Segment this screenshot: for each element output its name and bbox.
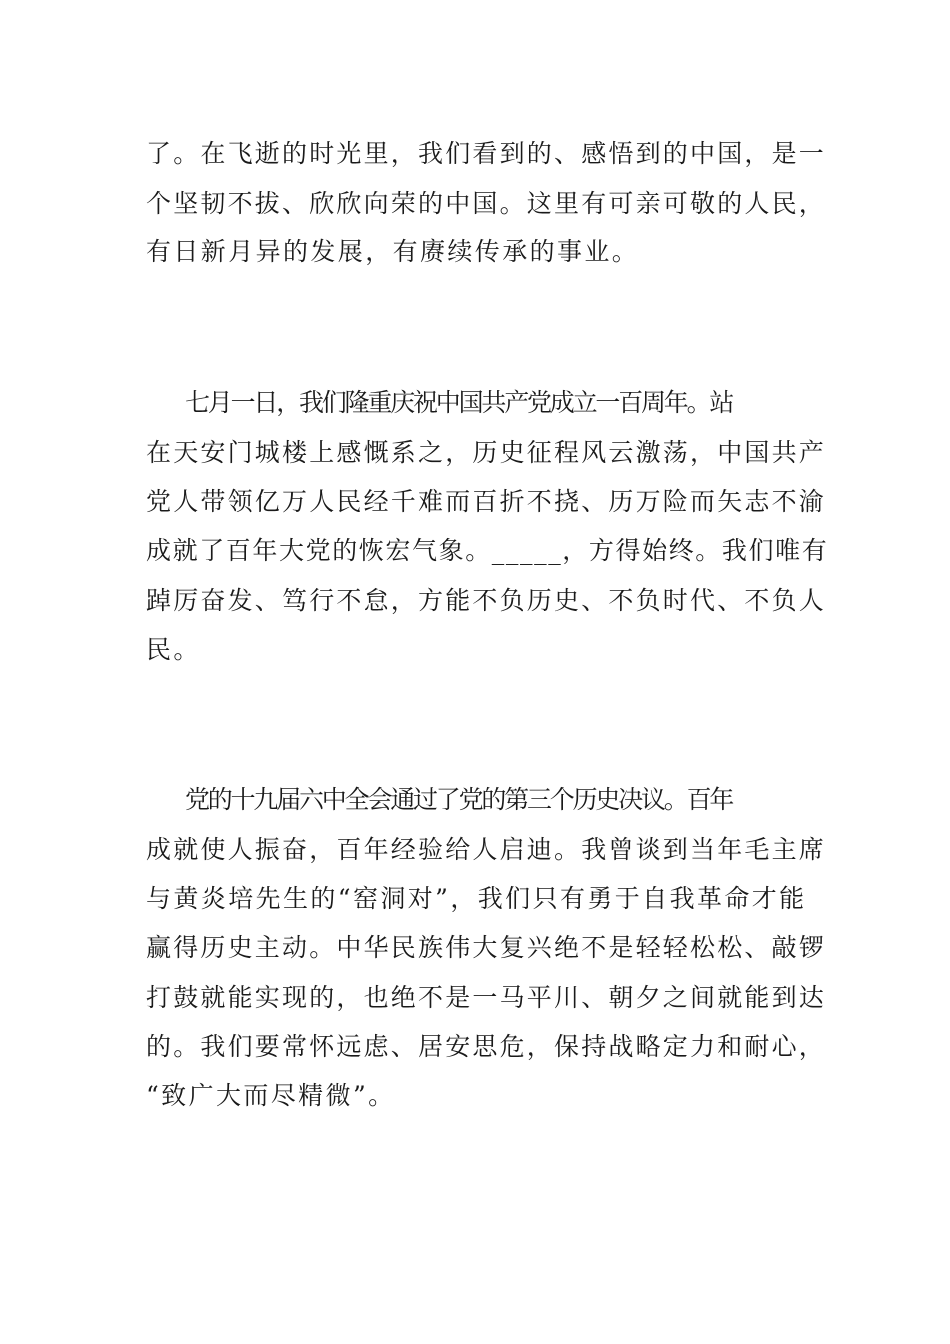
paragraph-line: 成就使人振奋，百年经验给人启迪。我曾谈到当年毛主席 bbox=[146, 835, 827, 864]
paragraph-line: 打鼓就能实现的，也绝不是一马平川、朝夕之间就能到达 bbox=[146, 983, 827, 1012]
paragraph-line: 与黄炎培先生的“窑洞对”，我们只有勇于自我革命才能 bbox=[146, 884, 807, 913]
paragraph-line: 民。 bbox=[146, 635, 201, 664]
paragraph-line: 成就了百年大党的恢宏气象。_____，方得始终。我们唯有 bbox=[146, 536, 829, 565]
paragraph-line: 的。我们要常怀远虑、居安思危，保持战略定力和耐心， bbox=[146, 1032, 827, 1061]
paragraph-line: 七月一日，我们隆重庆祝中国共产党成立一百周年。站 bbox=[185, 388, 733, 417]
paragraph-line: “致广大而尽精微”。 bbox=[146, 1081, 396, 1110]
paragraph-line: 个坚韧不拔、欣欣向荣的中国。这里有可亲可敬的人民， bbox=[146, 189, 827, 218]
paragraph-line: 了。在飞逝的时光里，我们看到的、感悟到的中国，是一 bbox=[146, 139, 827, 168]
paragraph-line: 有日新月异的发展，有赓续传承的事业。 bbox=[146, 237, 640, 266]
paragraph-line: 在天安门城楼上感慨系之，历史征程风云激荡，中国共产 bbox=[146, 438, 827, 467]
paragraph-line: 党的十九届六中全会通过了党的第三个历史决议。百年 bbox=[185, 785, 733, 814]
paragraph-line: 踔厉奋发、笃行不怠，方能不负历史、不负时代、不负人 bbox=[146, 586, 827, 615]
paragraph-line: 赢得历史主动。中华民族伟大复兴绝不是轻轻松松、敲锣 bbox=[146, 933, 827, 962]
paragraph-line: 党人带领亿万人民经千难而百折不挠、历万险而矢志不渝 bbox=[146, 487, 827, 516]
